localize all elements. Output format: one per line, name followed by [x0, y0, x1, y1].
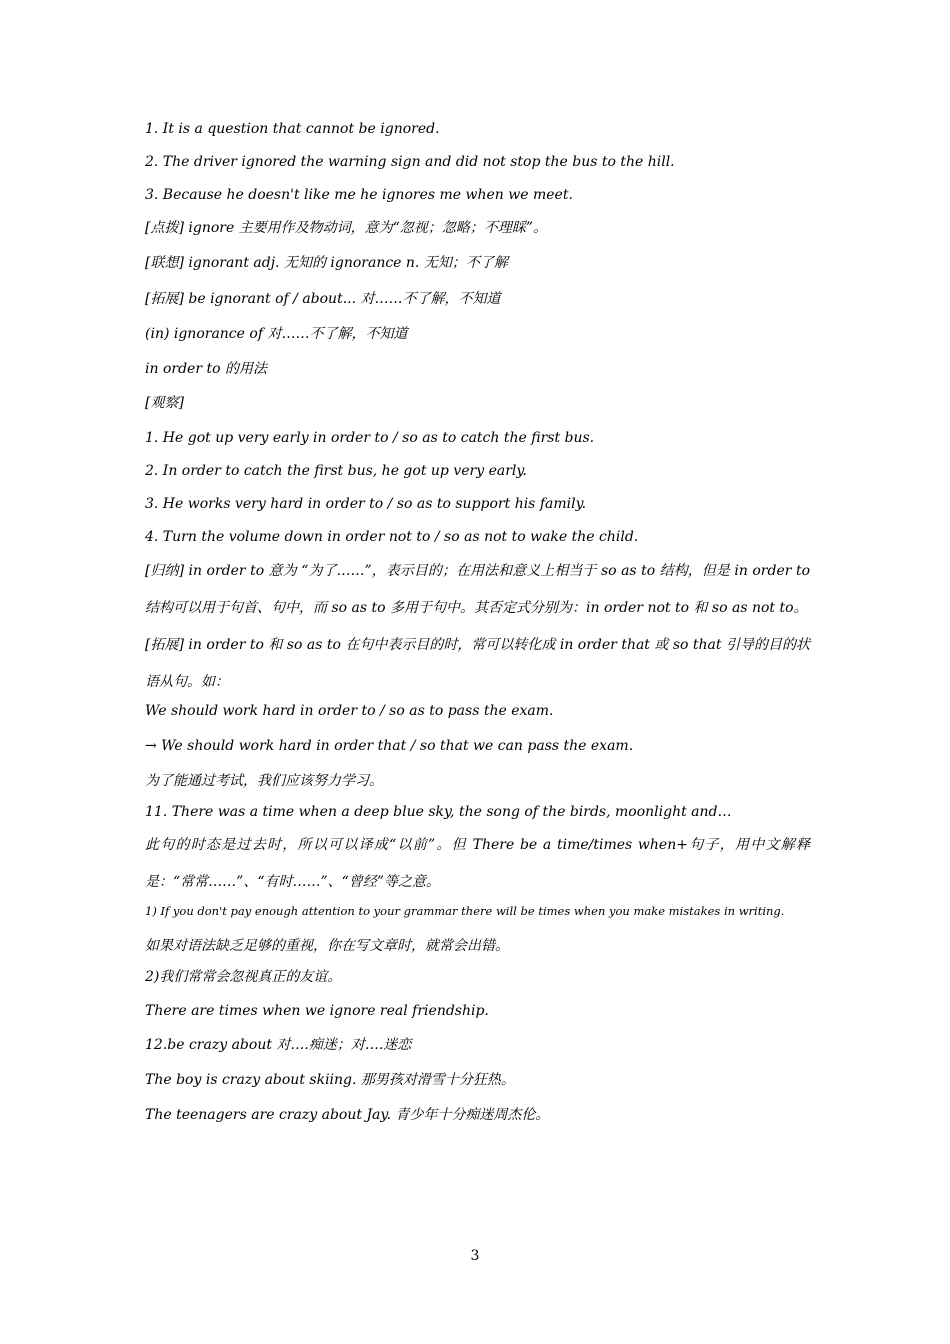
paragraph: [归纳] in order to 意为 “为了……”，表示目的；在用法和意义上相当于 so as to 结构，但是 in order to 结构可以用于句首、句中，而 so as to 多用于句中。其否定式分别为：in order not to 和 so as not to。	[145, 563, 810, 616]
section-heading: in order to 的用法	[145, 361, 267, 377]
text-line: 4. Turn the volume down in order not to / so as not to wake the child.	[145, 529, 639, 545]
text-line: [拓展] be ignorant of / about... 对……不了解，不知道	[145, 291, 501, 307]
text-line: 12.be crazy about 对….痴迷；对….迷恋	[145, 1037, 412, 1053]
text-line: 1) If you don't pay enough attention to your grammar there will be times when you make mistakes in writing.	[145, 904, 785, 918]
text-line: 1. It is a question that cannot be ignored.	[145, 121, 440, 137]
text-line: [联想] ignorant adj. 无知的 ignorance n. 无知；不了解	[145, 255, 508, 271]
text-line: [点拨] ignore 主要用作及物动词，意为“忽视；忽略；不理睬”。	[145, 220, 547, 236]
text-line: 3. He works very hard in order to / so as to support his family.	[145, 496, 587, 512]
text-line: 1. He got up very early in order to / so as to catch the first bus.	[145, 430, 595, 446]
page-number: 3	[470, 1248, 480, 1264]
text-line: 为了能通过考试，我们应该努力学习。	[145, 773, 383, 789]
text-line: There are times when we ignore real friendship.	[145, 1003, 489, 1019]
document-body	[145, 119, 810, 1125]
text-line: 2. In order to catch the first bus, he got up very early.	[145, 463, 527, 479]
text-line: The boy is crazy about skiing. 那男孩对滑雪十分狂热。	[145, 1072, 515, 1088]
text-line: 2)我们常常会忽视真正的友谊。	[145, 969, 342, 985]
text-line: We should work hard in order to / so as to pass the exam.	[145, 703, 554, 719]
text-line: → We should work hard in order that / so that we can pass the exam.	[145, 738, 634, 754]
text-line: 2. The driver ignored the warning sign and did not stop the bus to the hill.	[145, 154, 675, 170]
paragraph: 此句的时态是过去时，所以可以译成“以前”。但 There be a time/times when+句子，用中文解释是：“常常……”、“有时……”、“曾经”等之意。	[145, 837, 810, 890]
text-line: 11. There was a time when a deep blue sky, the song of the birds, moonlight and…	[145, 804, 732, 820]
text-line: 如果对语法缺乏足够的重视，你在写文章时，就常会出错。	[145, 938, 509, 954]
text-line: 3. Because he doesn't like me he ignores me when we meet.	[145, 187, 573, 203]
text-line: The teenagers are crazy about Jay. 青少年十分痴迷周杰伦。	[145, 1107, 550, 1123]
paragraph: [拓展] in order to 和 so as to 在句中表示目的时，常可以转化成 in order that 或 so that 引导的目的状语从句。如：	[145, 637, 810, 690]
text-line: (in) ignorance of 对……不了解，不知道	[145, 326, 408, 342]
text-line: [观察]	[145, 395, 184, 411]
